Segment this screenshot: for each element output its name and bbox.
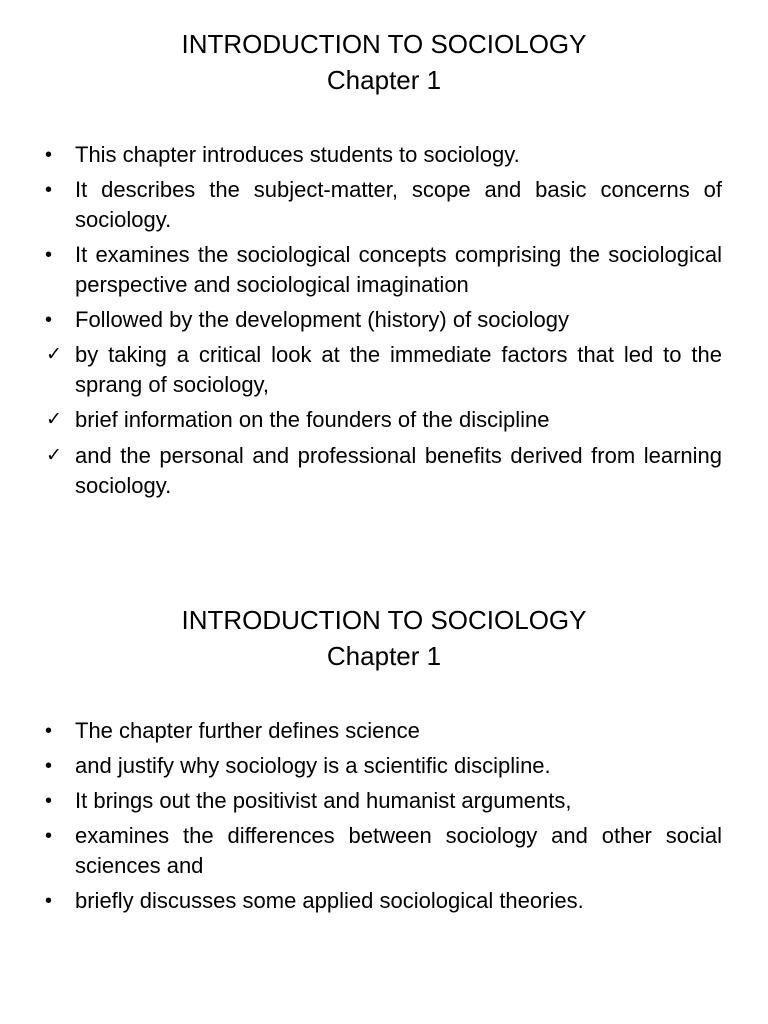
list-item-text: It brings out the positivist and humanist arguments, (75, 788, 572, 813)
bullet-list (44, 716, 722, 921)
checkmark-icon: ✓ (46, 445, 62, 466)
bullet-dot-icon: • (45, 244, 53, 266)
slide-subtitle: Chapter 1 (326, 65, 442, 95)
list-item (44, 786, 722, 816)
list-item-text: brief information on the founders of the discipline (75, 407, 550, 432)
list-item (44, 305, 722, 335)
list-item-text: This chapter introduces students to sociology. (75, 142, 520, 167)
list-item-text: It describes the subject-matter, scope and basic concerns of sociology. (75, 177, 722, 232)
slide-title-block (0, 26, 768, 98)
list-item (44, 716, 722, 746)
list-item (44, 821, 722, 881)
list-item-text: and justify why sociology is a scientific discipline. (75, 753, 551, 778)
slide-2 (0, 602, 768, 913)
list-item-text: Followed by the development (history) of sociology (75, 307, 570, 332)
list-item (44, 240, 722, 300)
list-item (44, 175, 722, 235)
checkmark-icon: ✓ (46, 409, 62, 430)
list-item (44, 751, 722, 781)
slide-title: INTRODUCTION TO SOCIOLOGY (181, 29, 587, 59)
bullet-dot-icon: • (45, 755, 53, 777)
slide-title-block (0, 602, 768, 674)
list-item (44, 340, 722, 400)
list-item-text: The chapter further defines science (75, 718, 420, 743)
bullet-dot-icon: • (45, 890, 53, 912)
list-item (44, 405, 722, 435)
list-item-text: and the personal and professional benefits derived from learning sociology. (75, 443, 722, 498)
checkmark-icon: ✓ (46, 344, 62, 365)
bullet-dot-icon: • (45, 825, 53, 847)
bullet-dot-icon: • (45, 309, 53, 331)
slide-title: INTRODUCTION TO SOCIOLOGY (181, 605, 587, 635)
bullet-dot-icon: • (45, 790, 53, 812)
bullet-list (44, 140, 722, 506)
list-item (44, 140, 722, 170)
slide-subtitle: Chapter 1 (326, 641, 442, 671)
bullet-dot-icon: • (45, 179, 53, 201)
list-item-text: examines the differences between sociology and other social sciences and (75, 823, 722, 878)
bullet-dot-icon: • (45, 720, 53, 742)
list-item (44, 886, 722, 916)
list-item (44, 441, 722, 501)
bullet-dot-icon: • (45, 144, 53, 166)
list-item-text: It examines the sociological concepts comprising the sociological perspective and sociological imagination (75, 242, 722, 297)
list-item-text: briefly discusses some applied sociological theories. (75, 888, 584, 913)
slide-1 (0, 26, 768, 498)
list-item-text: by taking a critical look at the immediate factors that led to the sprang of sociology, (75, 342, 722, 397)
